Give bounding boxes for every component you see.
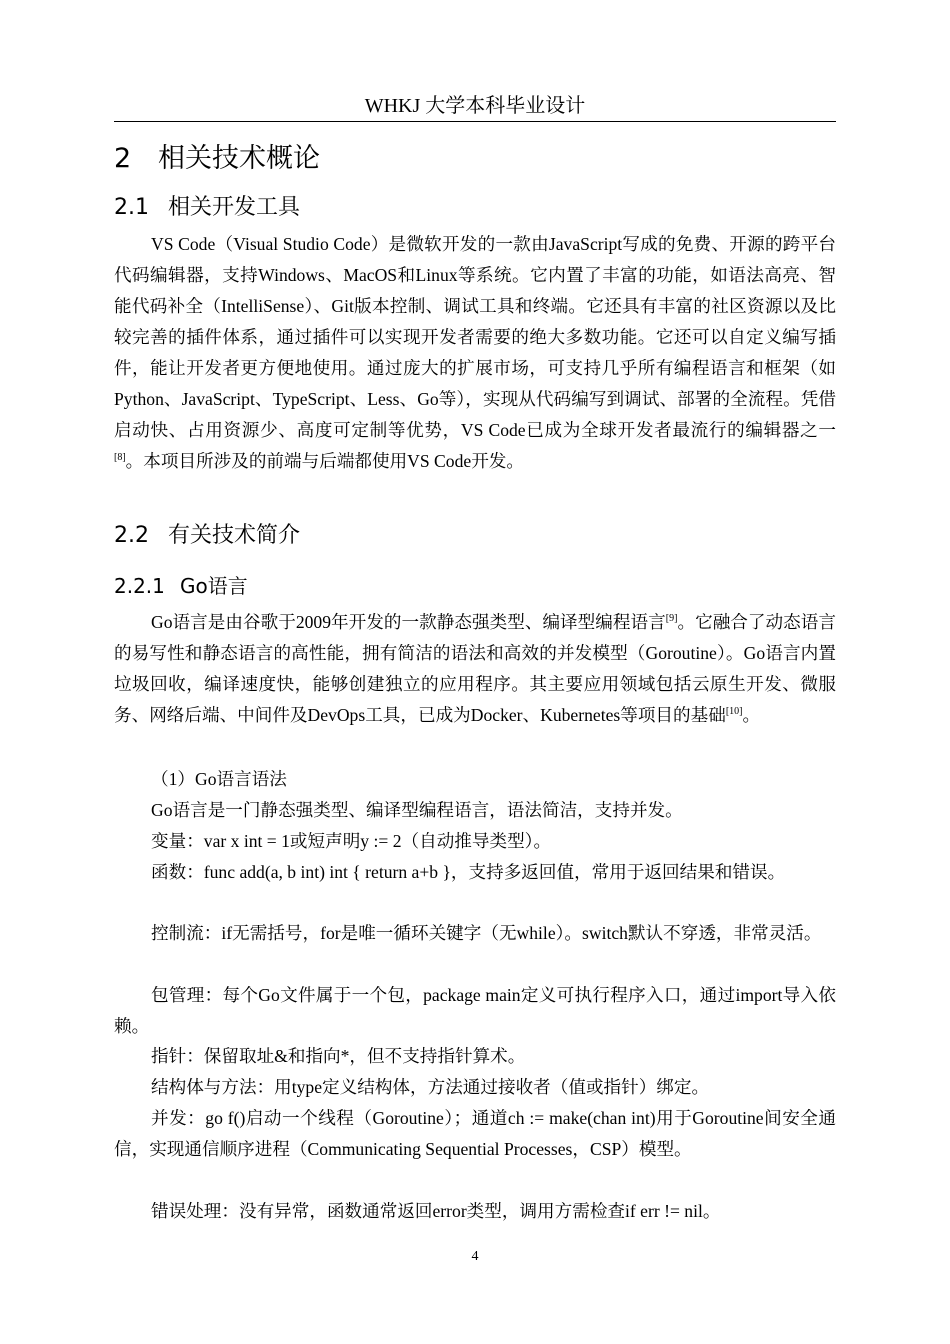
section-2-2-title: 有关技术简介 (168, 523, 301, 548)
paragraph-go-summary: Go语言是一门静态强类型、编译型编程语言，语法简洁，支持并发。 (151, 800, 683, 820)
paragraph-packages: 包管理：每个Go文件属于一个包，package main定义可执行程序入口，通过import导入依赖。 (114, 985, 836, 1036)
paragraph-structs: 结构体与方法：用type定义结构体，方法通过接收者（值或指针）绑定。 (151, 1077, 710, 1097)
chapter-number: 2 (114, 143, 132, 174)
section-2-1-heading (114, 193, 300, 223)
section-2-2-1-title: Go语言 (180, 574, 248, 598)
paragraph-concurrency: 并发：go f()启动一个线程（Goroutine）；通道ch := make(chan int)用于Goroutine间安全通信，实现通信顺序进程（Communicating Sequential Processes，CSP）模型。 (114, 1108, 836, 1159)
paragraph-pointers: 指针：保留取址&和指向*，但不支持指针算术。 (151, 1046, 526, 1066)
paragraph-go-intro-a: Go语言是由谷歌于2009年开发的一款静态强类型、编译型编程语言 (151, 612, 666, 632)
citation-9: [9] (665, 613, 678, 624)
paragraph-variables: 变量：var x int = 1或短声明y := 2（自动推导类型）。 (151, 831, 552, 851)
paragraph-go-intro-c: 。 (742, 705, 761, 725)
paragraph-go-intro-b: 。它融合了动态语言的易写性和静态语言的高性能，拥有简洁的语法和高效的并发模型（Goroutine）。Go语言内置垃圾回收，编译速度快，能够创建独立的应用程序。其主要应用领域包括云原生开发、微服务、网络后端、中间件及DevOps工具，已成为Docker、Kubernetes等项目的基础 (114, 612, 836, 725)
paragraph-go-intro (114, 607, 836, 731)
paragraph-vscode-tail: 。本项目所涉及的前端与后端都使用VS Code开发。 (125, 451, 524, 471)
section-2-1-title: 相关开发工具 (168, 195, 301, 220)
chapter-title: 相关技术概论 (158, 143, 320, 174)
section-2-2-heading (114, 521, 300, 551)
page-header: WHKJ 大学本科毕业设计 (364, 95, 586, 117)
paragraph-vscode-text: VS Code（Visual Studio Code）是微软开发的一款由JavaScript写成的免费、开源的跨平台代码编辑器，支持Windows、MacOS和Linux等系统。它内置了丰富的功能，如语法高亮、智能代码补全（IntelliSense）、Git版本控制、调试工具和终端。它还具有丰富的社区资源以及比较完善的插件体系，通过插件可以实现开发者需要的绝大多数功能。它还可以自定义编写插件，能让开发者更方便地使用。通过庞大的扩展市场，可支持几乎所有编程语言和框架（如Python、JavaScript、TypeScript、Less、Go等），实现从代码编写到调试、部署的全流程。凭借启动快、占用资源少、高度可定制等优势，VS Code已成为全球开发者最流行的编辑器之一 (114, 234, 836, 440)
citation-8: [8] (114, 452, 126, 463)
section-2-1-number: 2.1 (114, 195, 149, 220)
paragraph-vscode (114, 229, 836, 477)
section-2-2-1-heading (114, 572, 248, 600)
section-2-2-number: 2.2 (114, 523, 149, 548)
citation-10: [10] (725, 706, 743, 717)
paragraph-control-flow: 控制流：if无需括号，for是唯一循环关键字（无while）。switch默认不穿透，非常灵活。 (151, 923, 822, 943)
subheading-go-syntax: （1）Go语言语法 (151, 769, 287, 789)
header-rule (114, 121, 836, 122)
page-number: 4 (471, 1249, 479, 1264)
section-2-2-1-number: 2.2.1 (114, 574, 165, 598)
paragraph-functions: 函数：func add(a, b int) int { return a+b }，支持多返回值，常用于返回结果和错误。 (151, 862, 786, 882)
chapter-heading (114, 141, 320, 177)
paragraph-error-handling: 错误处理：没有异常，函数通常返回error类型，调用方需检查if err != nil。 (151, 1201, 721, 1221)
